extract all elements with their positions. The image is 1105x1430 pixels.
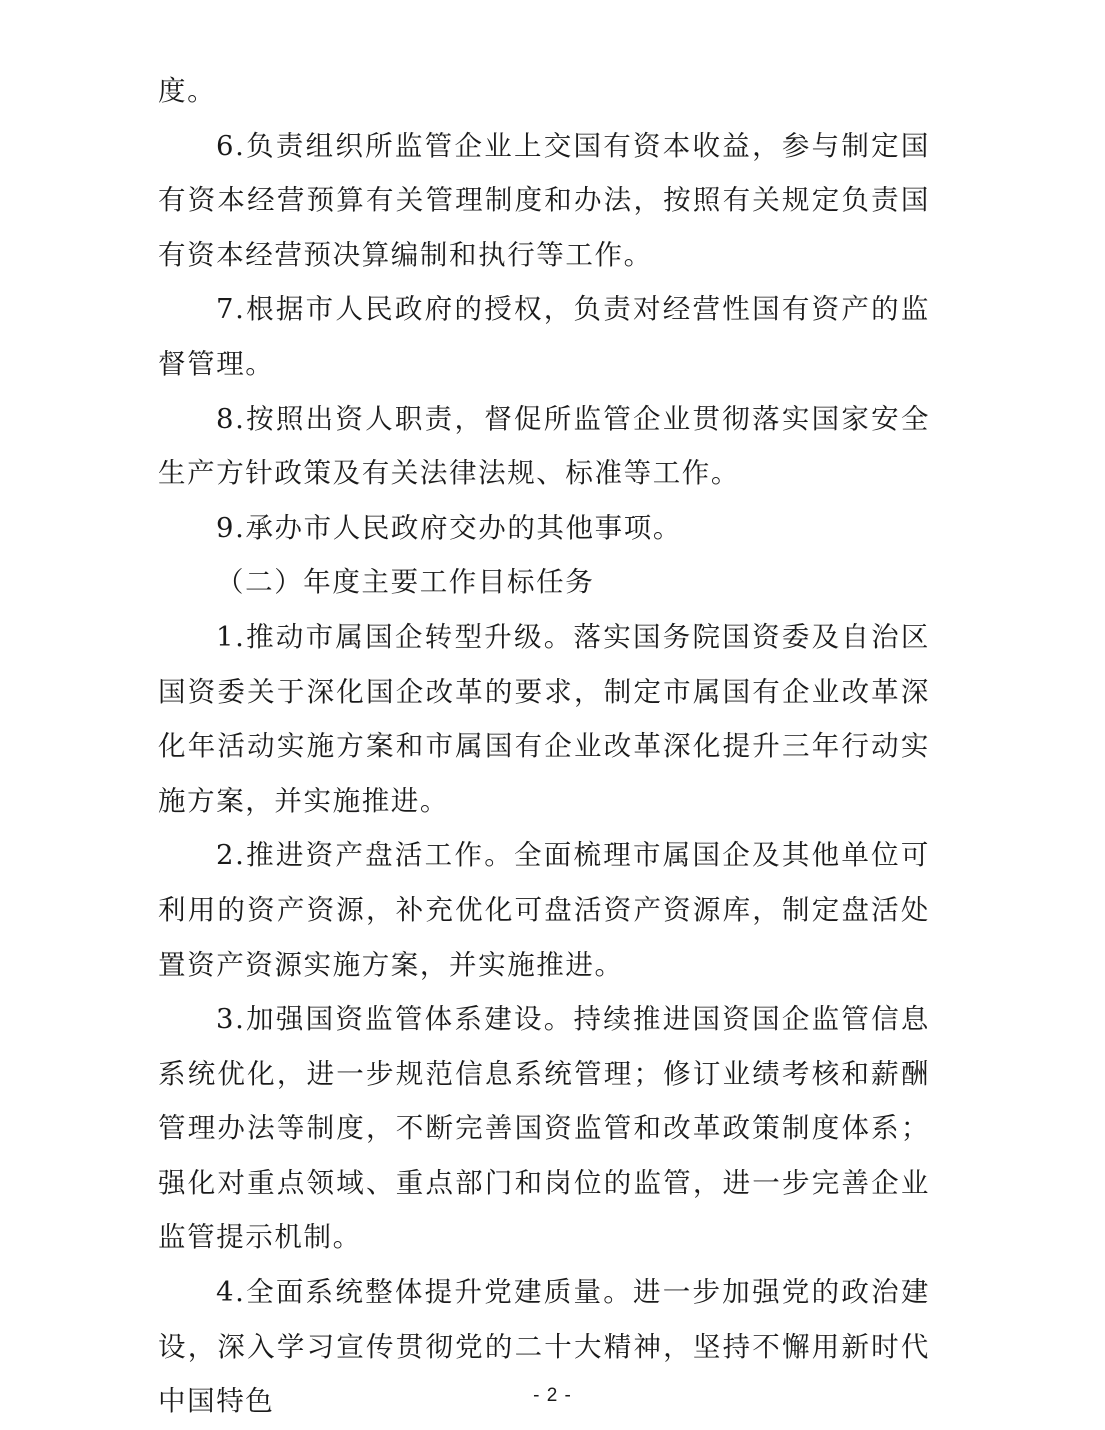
paragraph-task-2: 2.推进资产盘活工作。全面梳理市属国企及其他单位可利用的资产资源，补充优化可盘活资产资源库，制定盘活处置资产资源实施方案，并实施推进。 <box>158 839 930 981</box>
paragraph-task-3: 3.加强国资监管体系建设。持续推进国资国企监管信息系统优化，进一步规范信息系统管理；修订业绩考核和薪酬管理办法等制度，不断完善国资监管和改革政策制度体系；强化对重点领域、重点部门和岗位的监管，进一步完善企业监管提示机制。 <box>158 1003 930 1254</box>
paragraph-task-1: 1.推动市属国企转型升级。落实国务院国资委及自治区国资委关于深化国企改革的要求，制定市属国有企业改革深化年活动实施方案和市属国有企业改革深化提升三年行动实施方案，并实施推进。 <box>158 620 930 817</box>
paragraph-item-6: 6.负责组织所监管企业上交国有资本收益，参与制定国有资本经营预算有关管理制度和办法，按照有关规定负责国有资本经营预决算编制和执行等工作。 <box>158 129 930 271</box>
paragraph-item-7: 7.根据市人民政府的授权，负责对经营性国有资产的监督管理。 <box>158 293 930 380</box>
section-heading: （二）年度主要工作目标任务 <box>216 566 595 599</box>
page-number: - 2 - <box>533 1385 572 1406</box>
document-body <box>158 64 930 1429</box>
paragraph-item-8: 8.按照出资人职责，督促所监管企业贯彻落实国家安全生产方针政策及有关法律法规、标准等工作。 <box>158 402 930 490</box>
paragraph-task-4: 4.全面系统整体提升党建质量。进一步加强党的政治建设，深入学习宣传贯彻党的二十大精神，坚持不懈用新时代中国特色 <box>158 1276 930 1418</box>
paragraph-item-9: 9.承办市人民政府交办的其他事项。 <box>216 511 682 544</box>
paragraph-continuation: 度。 <box>158 75 217 107</box>
